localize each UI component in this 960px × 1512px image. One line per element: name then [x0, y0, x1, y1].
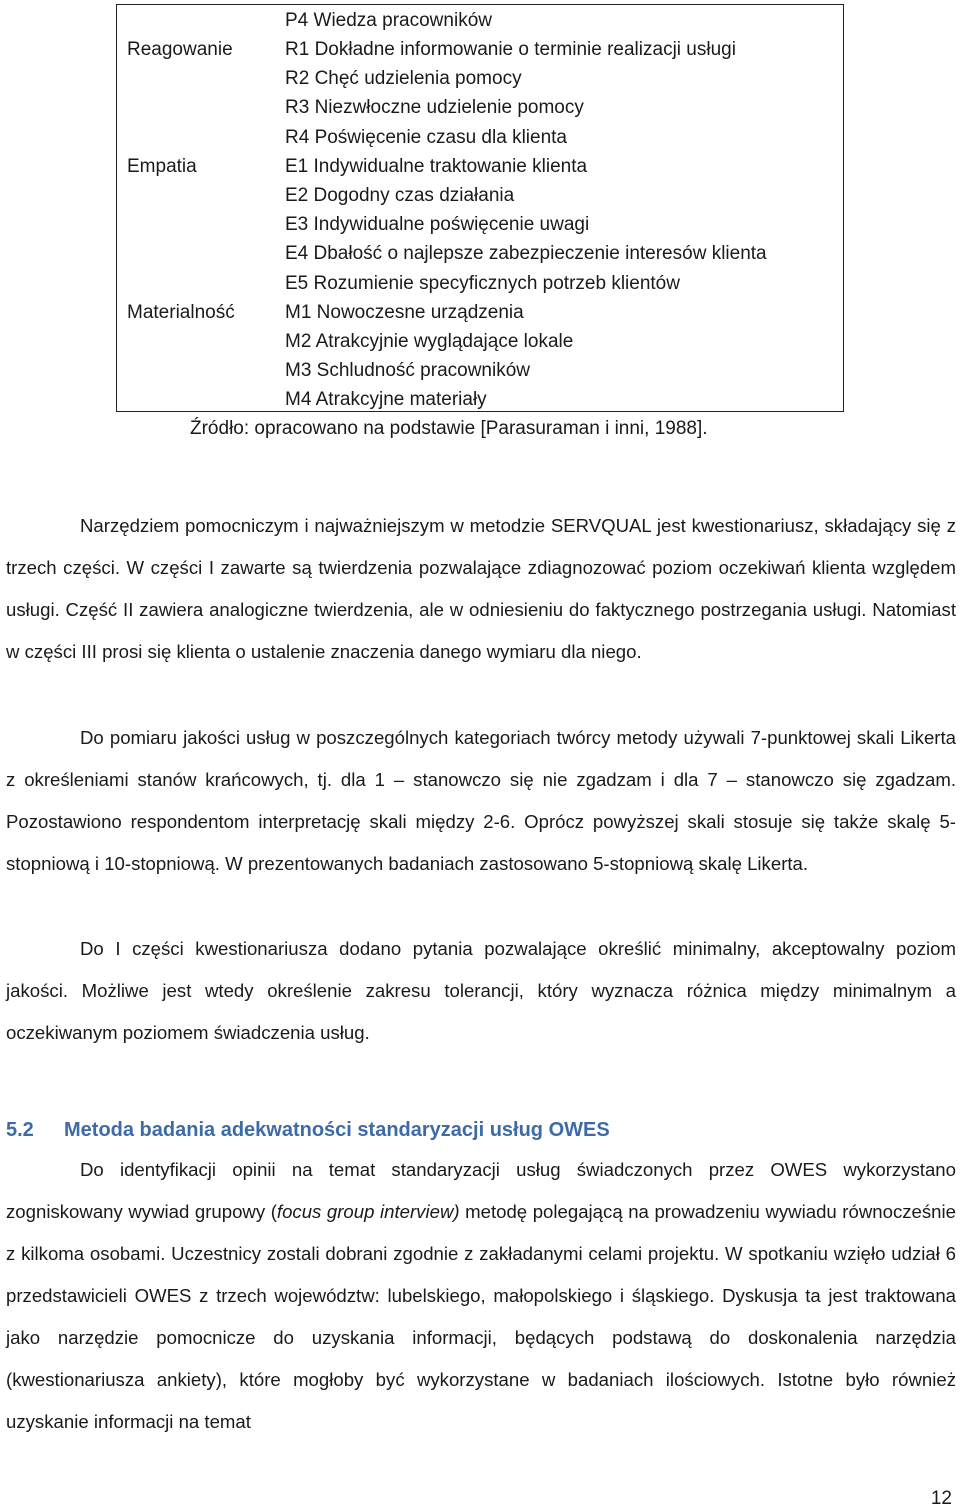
table-item: R3 Niezwłoczne udzielenie pomocy	[285, 97, 584, 118]
table-item: M2 Atrakcyjnie wyglądające lokale	[285, 331, 574, 352]
table-item: E3 Indywidualne poświęcenie uwagi	[285, 214, 590, 235]
table-caption: Źródło: opracowano na podstawie [Parasuraman i inni, 1988].	[190, 418, 708, 439]
section-number: 5.2	[6, 1119, 34, 1141]
category-label: Materialność	[127, 302, 235, 323]
table-item: E4 Dbałość o najlepsze zabezpieczenie interesów klienta	[285, 243, 767, 264]
paragraph: Do I części kwestionariusza dodano pytania pozwalające określić minimalny, akceptowalny poziom jakości. Możliwe jest wtedy określenie zakresu tolerancji, który wyznacza różnica między minimalnym a oczekiwanym poziomem świadczenia usług.	[6, 938, 956, 1043]
table-item: P4 Wiedza pracowników	[285, 10, 492, 31]
table-item: R2 Chęć udzielenia pomocy	[285, 68, 522, 89]
table-item: M4 Atrakcyjne materiały	[285, 389, 487, 410]
table-item: R1 Dokładne informowanie o terminie realizacji usługi	[285, 39, 736, 60]
table-item: E5 Rozumienie specyficznych potrzeb klientów	[285, 273, 680, 294]
page-number: 12	[930, 1488, 952, 1509]
paragraph: Do pomiaru jakości usług w poszczególnych kategoriach twórcy metody używali 7-punktowej skali Likerta z określeniami stanów krańcowych, tj. dla 1 – stanowczo się nie zgadzam i dla 7 – stanowczo się zgadzam. Pozostawiono respondentom interpretację skali między 2-6. Oprócz powyższej skali stosuje się także skalę 5-stopniową i 10-stopniową. W prezentowanych badaniach zastosowano 5-stopniową skalę Likerta.	[6, 727, 956, 874]
table-item: E1 Indywidualne traktowanie klienta	[285, 156, 588, 177]
table-item: E2 Dogodny czas działania	[285, 185, 515, 206]
category-label: Reagowanie	[127, 39, 233, 60]
servqual-table	[116, 4, 844, 412]
paragraph-text: metodę polegającą na prowadzeniu wywiadu równocześnie z kilkoma osobami. Uczestnicy zostali dobrani zgodnie z zakładanymi celami projektu. W spotkaniu wzięło udział 6 przedstawicieli OWES z trzech województw: lubelskiego, małopolskiego i śląskiego. Dyskusja ta jest traktowana jako narzędzie pomocnicze do uzyskania informacji, będących podstawą do doskonalenia narzędzia (kwestionariusza ankiety), które mogłoby być wykorzystane w badaniach ilościowych. Istotne było również uzyskanie informacji na temat	[6, 1201, 956, 1432]
category-label: Empatia	[127, 156, 197, 177]
paragraph-text: Do identyfikacji opinii na temat standaryzacji usług świadczonych przez OWES wykorzystano zogniskowany wywiad grupowy (	[6, 1159, 956, 1222]
paragraph: Narzędziem pomocniczym i najważniejszym w metodzie SERVQUAL jest kwestionariusz, składający się z trzech części. W części I zawarte są twierdzenia pozwalające zdiagnozować poziom oczekiwań klienta względem usługi. Część II zawiera analogiczne twierdzenia, ale w odniesieniu do faktycznego postrzegania usługi. Natomiast w części III prosi się klienta o ustalenie znaczenia danego wymiaru dla niego.	[6, 515, 956, 662]
paragraph-italic-text: focus group interview)	[276, 1201, 460, 1222]
section-heading	[6, 1116, 610, 1144]
table-item: M3 Schludność pracowników	[285, 360, 531, 381]
table-item: R4 Poświęcenie czasu dla klienta	[285, 127, 567, 148]
table-item: M1 Nowoczesne urządzenia	[285, 302, 524, 323]
section-paragraph	[6, 1149, 956, 1443]
section-title: Metoda badania adekwatności standaryzacji usług OWES	[64, 1119, 610, 1141]
